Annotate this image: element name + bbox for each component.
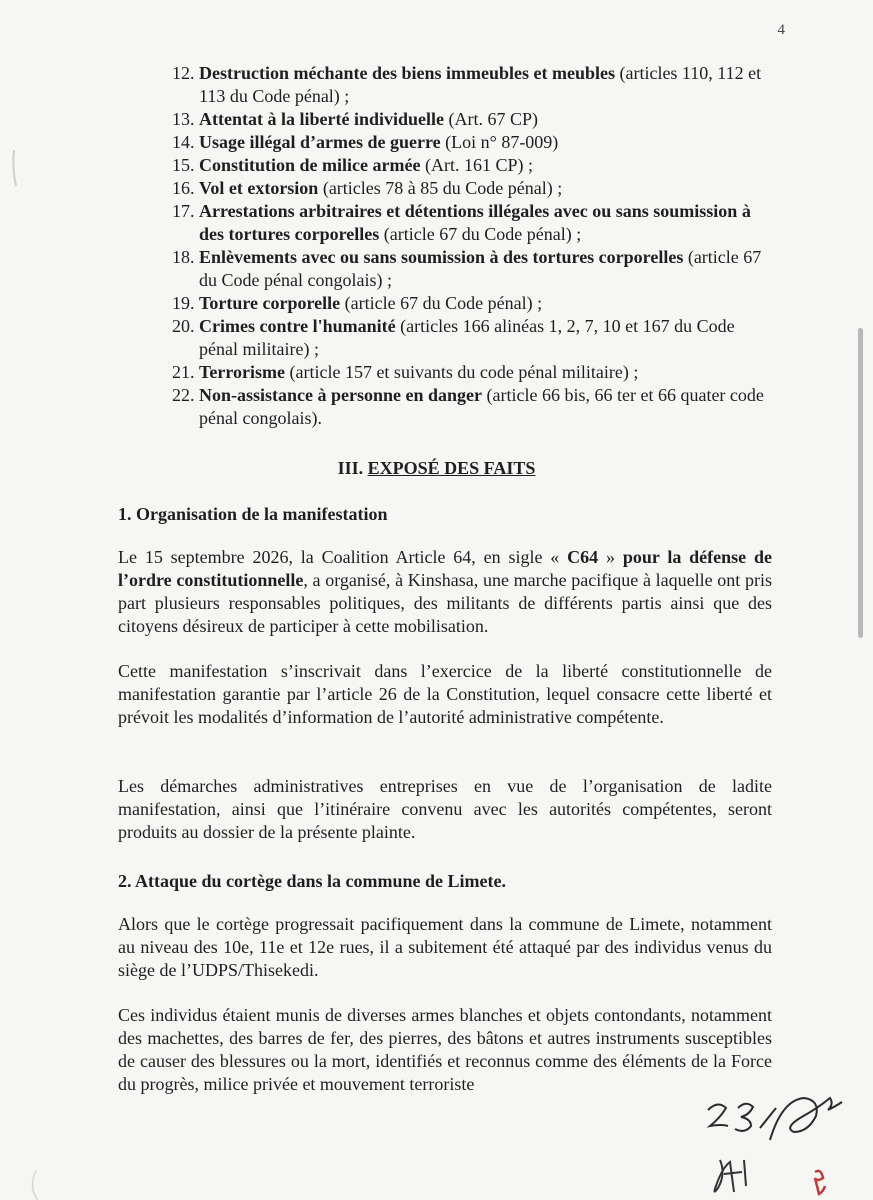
list-item-number: 18. [172, 247, 195, 267]
list-item-number: 13. [172, 109, 195, 129]
list-item-number: 20. [172, 316, 195, 336]
list-item-number: 15. [172, 155, 195, 175]
list-item-bold: Terrorisme [199, 362, 285, 382]
list-item [172, 200, 772, 246]
list-item-bold: Destruction méchante des biens immeubles et meubles [199, 63, 615, 83]
list-item-text: (article 67 du Code pénal congolais) ; [199, 247, 762, 290]
list-item-bold: Crimes contre l'humanité [199, 316, 396, 336]
section-title: EXPOSÉ DES FAITS [367, 458, 536, 478]
list-item-text: (articles 166 alinéas 1, 2, 7, 10 et 167 du Code pénal militaire) ; [199, 316, 735, 359]
list-item-text: (Loi n° 87-009) [440, 132, 559, 152]
paragraph-liberty: Cette manifestation s’inscrivait dans l’exercice de la liberté constitutionnelle de manifestation garantie par l’article 26 de la Constitution, lequel consacre cette liberté et prévoit les modalités d’information de l’autorité administrative compétente. [118, 661, 772, 727]
list-item-text: (article 66 bis, 66 ter et 66 quater code pénal congolais). [199, 385, 764, 428]
list-item [172, 131, 772, 154]
list-item [172, 62, 772, 108]
scrollbar[interactable] [858, 328, 863, 638]
paragraph-weapons: Ces individus étaient munis de diverses armes blanches et objets contondants, notamment des machettes, des barres de fer, des pierres, des bâtons et autres instruments susceptibles de causer des blessures ou la mort, identifiés et reconnus comme des éléments de la Force du progrès, milice privée et mouvement terroriste [118, 1005, 772, 1094]
list-item-text: (articles 78 à 85 du Code pénal) ; [318, 178, 563, 198]
list-item-text: (Art. 67 CP) [443, 109, 538, 129]
subsection-title-2: 2. Attaque du cortège dans la commune de Limete. [118, 871, 506, 891]
paragraph-bold: C64 [567, 547, 599, 567]
list-item-number: 17. [172, 201, 195, 221]
list-item [172, 246, 772, 292]
list-item-bold: Vol et extorsion [199, 178, 319, 198]
list-item [172, 315, 772, 361]
list-item [172, 384, 772, 430]
list-item-bold: Constitution de milice armée [199, 155, 421, 175]
section-heading [0, 457, 873, 480]
paragraph-bold: pour la défense de l’ordre constitutionnelle [118, 547, 772, 590]
list-item-text: (article 67 du Code pénal) ; [340, 293, 543, 313]
list-item-bold: Usage illégal d’armes de guerre [199, 132, 441, 152]
list-item-text: (article 67 du Code pénal) ; [379, 224, 582, 244]
paragraph-organisation [118, 546, 772, 638]
list-item-text: (articles 110, 112 et 113 du Code pénal) ; [199, 63, 762, 106]
list-item-bold: Attentat à la liberté individuelle [199, 109, 444, 129]
section-prefix: III. [337, 458, 368, 478]
list-item-number: 19. [172, 293, 195, 313]
paragraph-attack: Alors que le cortège progressait pacifiquement dans la commune de Limete, notamment au niveau des 10e, 11e et 12e rues, il a subitement été attaqué par des individus venus du siège de l’UDPS/Thisekedi. [118, 914, 772, 980]
list-item [172, 108, 772, 131]
paragraph-text: » [598, 547, 623, 567]
subsection-title-1: 1. Organisation de la manifestation [118, 504, 388, 524]
paragraph-text: , a organisé, à Kinshasa, une marche pacifique à laquelle ont pris part plusieurs responsables politiques, des militants de différents partis ainsi que des citoyens désireux de participer à cette mobilisation. [118, 570, 773, 636]
paragraph-administrative: Les démarches administratives entreprises en vue de l’organisation de ladite manifestation, ainsi que l’itinéraire convenu avec les autorités compétentes, seront produits au dossier de la présente plainte. [118, 776, 772, 842]
list-item [172, 361, 772, 384]
paragraph-text: Le 15 septembre 2026, la Coalition Article 64, en sigle « [118, 547, 568, 567]
page-number: 4 [777, 22, 785, 38]
offences-list [172, 62, 772, 430]
list-item-number: 12. [172, 63, 195, 83]
list-item-text: (Art. 161 CP) ; [420, 155, 533, 175]
list-item-number: 14. [172, 132, 195, 152]
list-item-bold: Torture corporelle [199, 293, 341, 313]
list-item-number: 16. [172, 178, 195, 198]
list-item-number: 21. [172, 362, 195, 382]
list-item-number: 22. [172, 385, 195, 405]
list-item [172, 154, 772, 177]
list-item [172, 177, 772, 200]
list-item-bold: Non-assistance à personne en danger [199, 385, 483, 405]
list-item-bold: Arrestations arbitraires et détentions illégales avec ou sans soumission à des tortures corporelles [199, 201, 751, 244]
list-item [172, 292, 772, 315]
list-item-text: (article 157 et suivants du code pénal militaire) ; [284, 362, 639, 382]
list-item-bold: Enlèvements avec ou sans soumission à des tortures corporelles [199, 247, 684, 267]
